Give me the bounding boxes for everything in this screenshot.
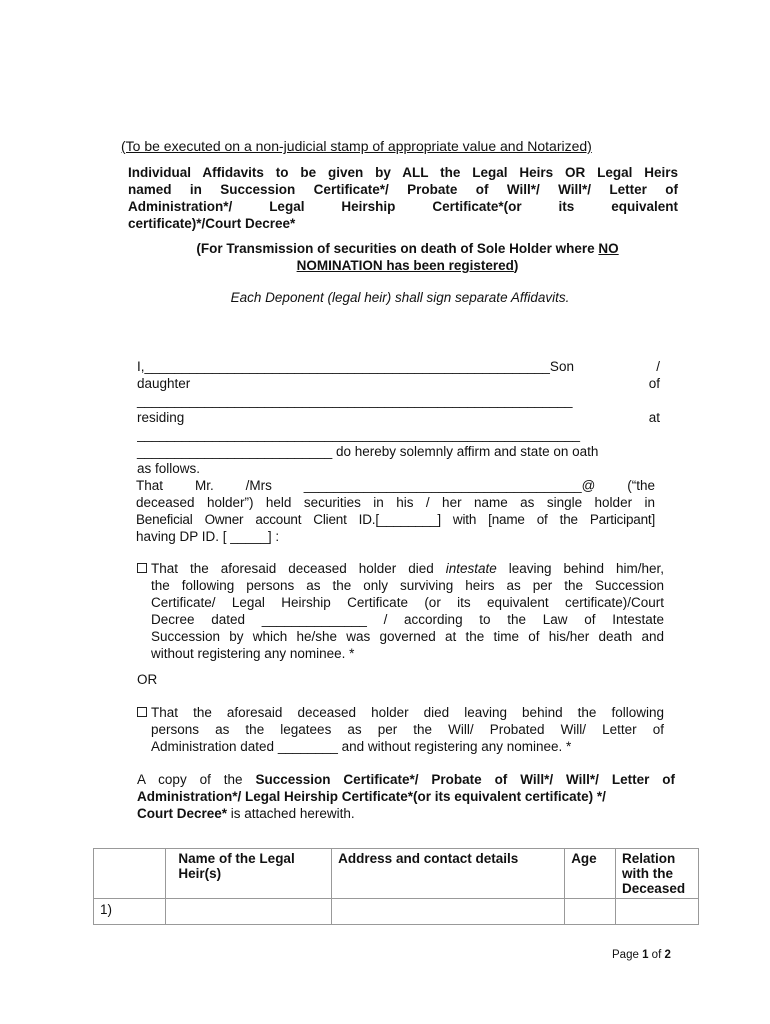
holder-line: That Mr. /Mrs _____________________________________@ (“the: [136, 478, 655, 493]
option2-line: Administration dated ________ and without registering any nominee. *: [151, 739, 572, 754]
option2-line: That the aforesaid deceased holder died leaving behind the following: [151, 705, 664, 720]
holder-line: deceased holder”) held securities in his / her name as single holder in: [136, 495, 655, 510]
copy-line2: Administration*/ Legal Heirship Certificate*(or its equivalent certificate) */: [137, 789, 606, 804]
holder-paragraph: [136, 477, 655, 545]
affidavit-body: [137, 358, 660, 477]
option1-line: without registering any nominee. *: [151, 646, 355, 661]
heir-name-cell[interactable]: [166, 899, 332, 925]
residing-label: residing: [137, 410, 185, 425]
option2-text: [151, 704, 664, 755]
subtitle-no: NO: [598, 241, 619, 256]
copy-line1: [137, 771, 675, 788]
title-line: certificate)*/Court Decree*: [128, 216, 296, 231]
stamp-note: (To be executed on a non-judicial stamp of appropriate value and Notarized): [121, 138, 592, 154]
subtitle-line2: NOMINATION has been registered: [296, 258, 514, 273]
option1-text: [151, 560, 664, 662]
or-separator: OR: [137, 672, 158, 687]
option1-line: Certificate/ Legal Heirship Certificate (or its equivalent certificate)/Court: [151, 595, 664, 610]
name-blank: I,______________________________________________________Son: [137, 359, 574, 374]
copy-docs: Succession Certificate*/ Probate of Will*/ Will*/ Letter of: [255, 772, 675, 787]
as-follows: as follows.: [137, 461, 201, 476]
option1-line: Succession by which he/she was governed at the time of his/her death and: [151, 629, 664, 644]
option1-line: That the aforesaid deceased holder died intestate leaving behind him/her,: [151, 561, 665, 576]
subtitle: [100, 240, 715, 274]
option2-line: persons as the legatees as per the Will/ Probated Will/ Letter of: [151, 722, 664, 737]
legal-heirs-table: [93, 848, 699, 925]
col-header-relation: Relation with the Deceased: [616, 849, 699, 899]
affirm-line: __________________________ do hereby solemnly affirm and state on oath: [137, 444, 599, 459]
option1-line: Decree dated ______________ / according to the Law of Intestate: [151, 612, 664, 627]
checkbox-option2[interactable]: [137, 707, 147, 717]
court-decree: Court Decree*: [137, 806, 228, 821]
copy-suffix: is attached herewith.: [227, 806, 355, 821]
line-daughter: [137, 375, 660, 392]
title-line: Administration*/ Legal Heirship Certificate*(or its equivalent: [128, 199, 678, 214]
daughter-label: daughter: [137, 376, 191, 391]
deponent-note: Each Deponent (legal heir) shall sign separate Affidavits.: [230, 290, 570, 305]
affidavit-title: [128, 164, 678, 232]
col-header-name: Name of the Legal Heir(s): [166, 849, 332, 899]
slash: /: [656, 359, 660, 374]
table-header-row: [94, 849, 699, 899]
subtitle-part1: (For Transmission of securities on death of Sole Holder where: [196, 241, 599, 256]
copy-line3: [137, 805, 675, 822]
line-residing: [137, 409, 660, 426]
heir-address-cell[interactable]: [332, 899, 565, 925]
heir-relation-cell[interactable]: [616, 899, 699, 925]
title-line: Individual Affidavits to be given by ALL the Legal Heirs OR Legal Heirs: [128, 165, 678, 180]
col-header-age: Age: [565, 849, 616, 899]
line-name: [137, 358, 660, 375]
page-number: 1: [642, 949, 649, 961]
at-label: at: [648, 410, 660, 425]
address-blank: ___________________________________________________________: [137, 427, 580, 442]
copy-prefix: A copy of the: [137, 772, 256, 787]
heir-age-cell[interactable]: [565, 899, 616, 925]
subtitle-close: ): [513, 258, 519, 273]
col-header-index: [94, 849, 166, 899]
title-line: named in Succession Certificate*/ Probate of Will*/ Will*/ Letter of: [128, 182, 678, 197]
row-index: 1): [94, 899, 166, 925]
holder-line: having DP ID. [ _____] :: [136, 529, 280, 544]
checkbox-option1[interactable]: [137, 563, 147, 573]
intestate-word: intestate: [445, 561, 497, 576]
of-label: of: [651, 949, 662, 961]
page-label: Page: [612, 949, 639, 961]
col-header-address: Address and contact details: [332, 849, 565, 899]
parent-blank: __________________________________________________________: [137, 393, 573, 408]
of-label: of: [648, 376, 660, 391]
copy-paragraph: [137, 771, 675, 822]
page-footer: [612, 949, 671, 961]
option1-line: the following persons as the only surviving heirs as per the Succession: [151, 578, 664, 593]
page-total: 2: [664, 949, 671, 961]
table-row: [94, 899, 699, 925]
holder-line: Beneficial Owner account Client ID.[________] with [name of the Participant]: [136, 512, 655, 527]
